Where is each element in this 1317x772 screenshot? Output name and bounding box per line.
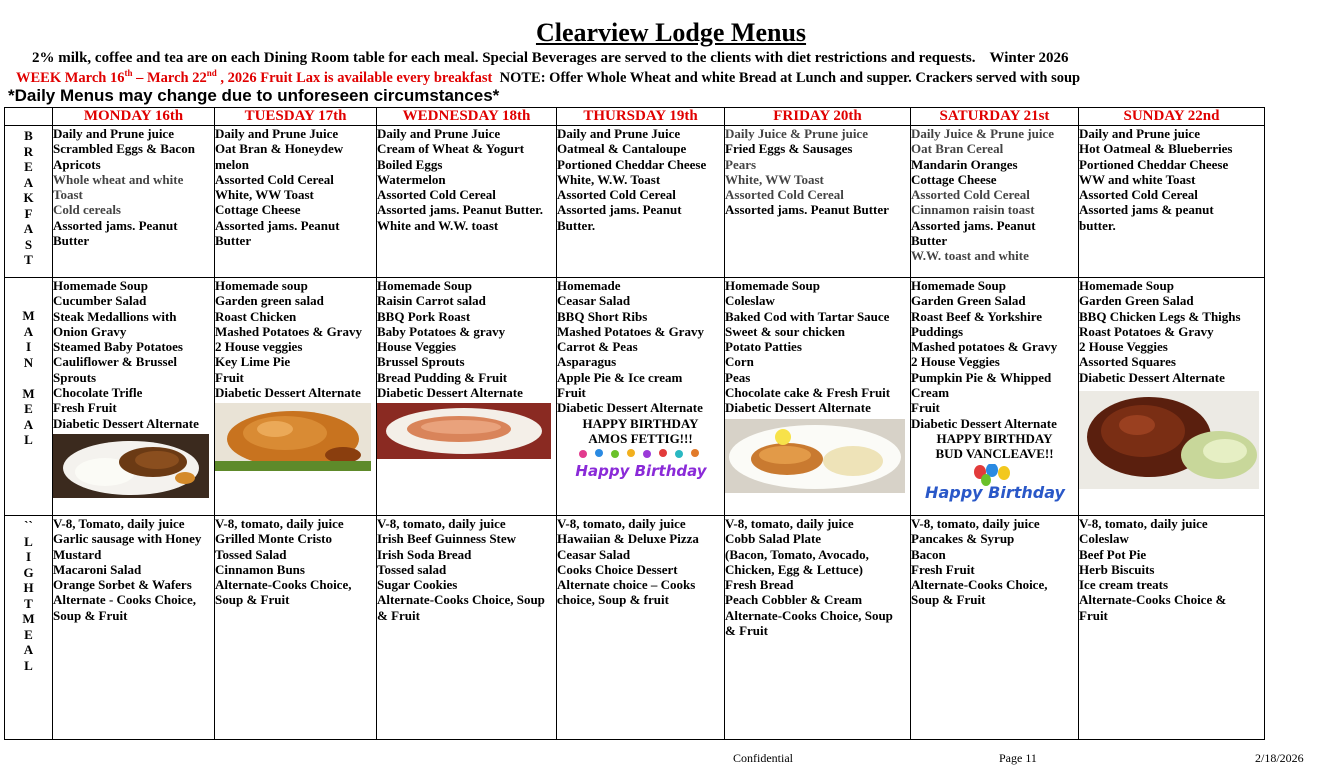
light-item: V-8, tomato, daily juice (725, 516, 854, 531)
row-label-letter: K (23, 190, 34, 205)
row-label-letter: M (22, 611, 35, 626)
breakfast-item: Butter. (557, 217, 596, 233)
breakfast-item: Scrambled Eggs & Bacon (53, 141, 195, 157)
breakfast-item: Boiled Eggs (377, 156, 443, 172)
breakfast-item: Cinnamon raisin toast (911, 202, 1035, 218)
main-item: House Veggies (377, 339, 457, 355)
main-item: Carrot & Peas (557, 339, 638, 355)
main-item: Raisin Carrot salad (377, 293, 486, 309)
main-item: Roast Potatoes & Gravy (1079, 323, 1214, 339)
main-item: Onion Gravy (53, 323, 127, 339)
light-item: V-8, tomato, daily juice (377, 516, 506, 531)
main-item: Ceasar Salad (557, 293, 631, 309)
light-item: Orange Sorbet & Wafers (53, 577, 192, 593)
breakfast-item: Assorted jams. Peanut Butter. (377, 202, 543, 218)
footer-date: 2/18/2026 (1255, 751, 1304, 765)
breakfast-wednesday (377, 126, 557, 278)
breakfast-item: Assorted Cold Cereal (911, 187, 1030, 203)
birthday-sat-line2: BUD VANCLEAVE!! (935, 446, 1054, 462)
main-item: Assorted Squares (1079, 354, 1176, 370)
roast-chicken-photo (215, 403, 376, 475)
light-item: Chicken, Egg & Lettuce) (725, 561, 863, 577)
row-label-letter: A (23, 416, 34, 432)
breakfast-item: Assorted jams. Peanut (53, 217, 178, 233)
breakfast-item: Apricots (53, 156, 101, 172)
row-label-letter: H (23, 580, 34, 595)
main-item: Homemade Soup (377, 278, 472, 293)
breakfast-item: Hot Oatmeal & Blueberries (1079, 141, 1233, 157)
main-item: Fruit (911, 400, 940, 416)
main-thursday (557, 278, 725, 516)
svg-text:Happy Birthday: Happy Birthday (924, 482, 1065, 502)
svg-text:Happy Birthday: Happy Birthday (574, 462, 707, 481)
main-item: Homemade Soup (911, 278, 1006, 293)
main-item: Garden green salad (215, 293, 324, 309)
day-friday: FRIDAY 20th (725, 108, 911, 126)
main-item: BBQ Pork Roast (377, 308, 471, 324)
day-monday: MONDAY 16th (53, 108, 215, 126)
breakfast-sunday (1079, 126, 1265, 278)
main-item: Homemade (557, 278, 621, 293)
light-friday (725, 516, 911, 740)
light-item: Ice cream treats (1079, 577, 1169, 593)
row-label-letter: I (25, 339, 32, 354)
light-item: Sugar Cookies (377, 577, 458, 593)
main-item: Diabetic Dessert Alternate (53, 415, 199, 431)
breakfast-item: White, WW Toast (725, 171, 824, 187)
main-item: Apple Pie & Ice cream (557, 369, 683, 385)
row-label-letter: T (24, 595, 33, 611)
beverage-text: 2% milk, coffee and tea are on each Dining Room table for each meal. Special Beverages are served to the clients with diet restrictions and requests. (32, 50, 976, 66)
breakfast-item: Assorted Cold Cereal (215, 171, 334, 187)
steak-dish-photo (53, 434, 214, 502)
row-label-letter: R (23, 143, 34, 159)
light-monday (53, 516, 215, 740)
day-wednesday: WEDNESDAY 18th (377, 108, 557, 126)
light-item: Alternate choice – Cooks (557, 577, 696, 593)
main-item: Diabetic Dessert Alternate (377, 385, 523, 401)
main-item: Sweet & sour chicken (725, 323, 846, 339)
light-item: V-8, tomato, daily juice (215, 516, 344, 531)
breakfast-item: W.W. toast and white (911, 248, 1029, 264)
row-label-letter: A (23, 642, 34, 657)
breakfast-thursday (557, 126, 725, 278)
breakfast-row (5, 126, 1265, 278)
main-item: Asparagus (557, 354, 617, 370)
light-item: Tossed salad (377, 561, 447, 577)
breakfast-item: Daily Juice & Prune juice (725, 126, 868, 141)
breakfast-item: Watermelon (377, 171, 446, 187)
main-item: Fruit (215, 369, 244, 385)
breakfast-item: Pears (725, 156, 757, 172)
breakfast-item: White and W.W. toast (377, 217, 499, 233)
light-item: Cobb Salad Plate (725, 531, 822, 547)
light-item: Alternate-Cooks Choice, (911, 577, 1048, 593)
light-item: Coleslaw (1079, 531, 1129, 547)
main-item: Cream (911, 385, 950, 401)
breakfast-saturday (911, 126, 1079, 278)
baked-cod-photo (725, 419, 910, 497)
row-label-letter: A (23, 221, 34, 236)
breakfast-item: Butter (911, 233, 948, 249)
breakfast-item: Assorted jams. Peanut (215, 217, 340, 233)
main-item: Bread Pudding & Fruit (377, 369, 508, 385)
breakfast-item: Cottage Cheese (911, 171, 997, 187)
main-item: Diabetic Dessert Alternate (911, 415, 1057, 431)
light-item: Grilled Monte Cristo (215, 531, 332, 547)
row-label-letter (5, 370, 52, 386)
light-item: Cooks Choice Dessert (557, 561, 678, 577)
main-item: Mashed Potatoes & Gravy (557, 323, 704, 339)
row-label-letter: E (24, 401, 33, 416)
main-item: Roast Beef & Yorkshire (911, 308, 1043, 324)
menu-table (4, 107, 1265, 740)
light-item: Hawaiian & Deluxe Pizza (557, 531, 699, 547)
row-label-letter: L (24, 657, 33, 673)
light-tuesday (215, 516, 377, 740)
beverage-note (32, 50, 1069, 67)
breakfast-item: Cold cereals (53, 202, 121, 218)
breakfast-item: melon (215, 156, 249, 172)
main-item: Homemade Soup (53, 278, 148, 293)
birthday-thu-line2: AMOS FETTIG!!! (588, 430, 693, 446)
season-label: Winter 2026 (989, 50, 1069, 66)
main-item: Cucumber Salad (53, 293, 147, 309)
breakfast-monday (53, 126, 215, 278)
main-tuesday (215, 278, 377, 516)
light-item: Irish Soda Bread (377, 546, 472, 562)
row-label-letter: T (24, 252, 33, 267)
main-item: Baby Potatoes & gravy (377, 323, 506, 339)
light-item: Bacon (911, 546, 946, 562)
breakfast-item: Daily and Prune Juice (557, 126, 681, 141)
breakfast-item: Cottage Cheese (215, 202, 301, 218)
breakfast-item: Butter (53, 233, 90, 249)
light-item: Fruit (1079, 607, 1108, 623)
main-item: Diabetic Dessert Alternate (1079, 369, 1225, 385)
row-label-letter: S (24, 236, 33, 252)
breakfast-item: Daily and Prune juice (53, 126, 174, 141)
light-item: choice, Soup & fruit (557, 592, 669, 608)
breakfast-item: Oat Bran Cereal (911, 141, 1004, 157)
main-item: 2 House veggies (215, 339, 303, 355)
breakfast-item: Assorted Cold Cereal (377, 187, 496, 203)
main-item: Puddings (911, 323, 964, 339)
main-item: Diabetic Dessert Alternate (215, 385, 361, 401)
main-item: Chocolate cake & Fresh Fruit (725, 385, 891, 401)
main-sunday (1079, 278, 1265, 516)
breakfast-item: White, W.W. Toast (557, 171, 661, 187)
breakfast-item: Oat Bran & Honeydew (215, 141, 344, 157)
main-item: Homemade soup (215, 278, 308, 293)
breakfast-item: Mandarin Oranges (911, 156, 1018, 172)
row-label-letter: M (22, 385, 35, 401)
main-item: Chocolate Trifle (53, 385, 143, 401)
breakfast-item: Oatmeal & Cantaloupe (557, 141, 687, 157)
birthday-sat-line1: HAPPY BIRTHDAY (936, 430, 1053, 446)
row-label-letter: E (24, 626, 33, 642)
light-thursday (557, 516, 725, 740)
breakfast-label (5, 126, 53, 278)
breakfast-item: Toast (53, 187, 83, 203)
breakfast-item: Cream of Wheat & Yogurt (377, 141, 525, 157)
main-item: Coleslaw (725, 293, 775, 309)
breakfast-item: Fried Eggs & Sausages (725, 141, 853, 157)
breakfast-item: Daily and Prune Juice (377, 126, 501, 141)
page-title: Clearview Lodge Menus (535, 18, 807, 47)
main-meal-row (5, 278, 1265, 516)
light-item: Garlic sausage with Honey (53, 531, 202, 547)
light-saturday (911, 516, 1079, 740)
row-label-letter: M (22, 308, 35, 323)
breakfast-item: Butter (215, 233, 252, 249)
breakfast-tuesday (215, 126, 377, 278)
day-header-row (5, 108, 1265, 126)
disclaimer: *Daily Menus may change due to unforeseen circumstances* (8, 86, 500, 105)
light-item: Pancakes & Syrup (911, 531, 1015, 547)
breakfast-item: Whole wheat and white (53, 171, 184, 187)
week-line (16, 68, 1080, 87)
main-item: Mashed potatoes & Gravy (911, 339, 1058, 355)
main-wednesday (377, 278, 557, 516)
light-item: Alternate - Cooks Choice, (53, 592, 196, 608)
row-label-letter: N (23, 354, 34, 370)
light-meal-label (5, 516, 53, 740)
day-thursday: THURSDAY 19th (557, 108, 725, 126)
main-meal-label (5, 278, 53, 516)
main-saturday (911, 278, 1079, 516)
light-meal-row (5, 516, 1265, 740)
breakfast-friday (725, 126, 911, 278)
main-item: Garden Green Salad (911, 293, 1026, 309)
light-item: Soup & Fruit (215, 592, 290, 608)
light-item: Ceasar Salad (557, 546, 631, 562)
light-item: Peach Cobbler & Cream (725, 592, 863, 608)
happy-birthday-banner (557, 448, 724, 484)
main-item: Key Lime Pie (215, 354, 291, 370)
main-item: Potato Patties (725, 339, 802, 355)
light-item: Alternate-Cooks Choice & (1079, 592, 1227, 608)
main-item: Fresh Fruit (53, 400, 117, 416)
light-item: V-8, tomato, daily juice (557, 516, 686, 531)
breakfast-item: Daily and Prune juice (1079, 126, 1200, 141)
row-label-letter: A (23, 323, 34, 339)
light-item: Mustard (53, 546, 102, 562)
breakfast-item: Assorted Cold Cereal (557, 187, 676, 203)
light-item: Soup & Fruit (53, 607, 128, 623)
breakfast-item: WW and white Toast (1079, 171, 1196, 187)
main-item: Diabetic Dessert Alternate (557, 400, 703, 416)
light-item: Alternate-Cooks Choice, (215, 577, 352, 593)
light-item: Cinnamon Buns (215, 561, 305, 577)
main-item: 2 House Veggies (911, 354, 1000, 370)
light-item: Alternate-Cooks Choice, Soup (377, 592, 545, 608)
row-label-letter: L (24, 533, 33, 549)
light-sunday (1079, 516, 1265, 740)
breakfast-item: Assorted jams & peanut (1079, 202, 1214, 218)
main-item: Mashed Potatoes & Gravy (215, 323, 362, 339)
bread-note: NOTE: Offer Whole Wheat and white Bread at Lunch and supper. Crackers served with soup (499, 69, 1081, 86)
day-sunday: SUNDAY 22nd (1079, 108, 1265, 126)
main-item: Brussel Sprouts (377, 354, 465, 370)
row-label-letter: F (24, 205, 33, 221)
light-item: Irish Beef Guinness Stew (377, 531, 517, 547)
light-item: Beef Pot Pie (1079, 546, 1147, 562)
birthday-thu-line1: HAPPY BIRTHDAY (582, 415, 699, 431)
main-item: Pumpkin Pie & Whipped (911, 369, 1052, 385)
main-item: Garden Green Salad (1079, 293, 1194, 309)
week-range: WEEK March 16th – March 22nd , 2026 Fruit Lax is available every breakfast (16, 68, 493, 86)
bbq-chicken-photo (1079, 391, 1264, 493)
row-label-letter: A (23, 174, 34, 190)
main-item: Baked Cod with Tartar Sauce (725, 308, 890, 324)
main-item: Diabetic Dessert Alternate (725, 400, 871, 416)
main-item: BBQ Short Ribs (557, 308, 648, 324)
main-item: BBQ Chicken Legs & Thighs (1079, 308, 1241, 324)
main-item: Homemade Soup (1079, 278, 1174, 293)
pork-roast-photo (377, 403, 556, 463)
light-item: Fresh Fruit (911, 561, 975, 577)
breakfast-item: butter. (1079, 217, 1116, 233)
main-item: Fruit (557, 385, 586, 401)
light-item: V-8, Tomato, daily juice (53, 516, 185, 531)
breakfast-item: Daily Juice & Prune juice (911, 126, 1054, 141)
main-item: Peas (725, 369, 751, 385)
main-item: Steak Medallions with (53, 308, 177, 324)
breakfast-item: Assorted jams. Peanut (557, 202, 682, 218)
footer-confidential: Confidential (733, 751, 793, 765)
main-item: Cauliflower & Brussel (53, 354, 177, 370)
main-item: Homemade Soup (725, 278, 820, 293)
day-tuesday: TUESDAY 17th (215, 108, 377, 126)
main-item: Corn (725, 354, 754, 370)
light-item: Herb Biscuits (1079, 561, 1155, 577)
light-item: V-8, tomato, daily juice (911, 516, 1040, 531)
main-monday (53, 278, 215, 516)
light-wednesday (377, 516, 557, 740)
breakfast-item: Daily and Prune Juice (215, 126, 339, 141)
breakfast-item: Assorted Cold Cereal (725, 187, 844, 203)
light-item: Macaroni Salad (53, 561, 142, 577)
light-item: Alternate-Cooks Choice, Soup (725, 607, 893, 623)
footer-page-number: Page 11 (999, 751, 1037, 765)
light-item: Tossed Salad (215, 546, 287, 562)
breakfast-item: White, WW Toast (215, 187, 314, 203)
row-label-letter: L (24, 432, 33, 447)
breakfast-item: Assorted jams. Peanut (911, 217, 1036, 233)
light-item: & Fruit (725, 623, 768, 639)
corner-cell (5, 108, 53, 126)
breakfast-item: Portioned Cheddar Cheese (1079, 156, 1229, 172)
row-label-letter: E (24, 159, 33, 174)
breakfast-item: Portioned Cheddar Cheese (557, 156, 707, 172)
happy-birthday-balloons (911, 464, 1078, 504)
light-item: (Bacon, Tomato, Avocado, (725, 546, 869, 562)
light-item: V-8, tomato, daily juice (1079, 516, 1208, 531)
breakfast-item: Assorted jams. Peanut Butter (725, 202, 889, 218)
row-label-letter: B (24, 128, 33, 143)
light-item: Soup & Fruit (911, 592, 986, 608)
main-item: Sprouts (53, 369, 97, 385)
main-friday (725, 278, 911, 516)
main-item: 2 House Veggies (1079, 339, 1168, 355)
main-item: Roast Chicken (215, 308, 297, 324)
light-item: Fresh Bread (725, 577, 794, 593)
row-label-letter: `` (24, 518, 33, 533)
row-label-letter: G (23, 564, 34, 580)
row-label-letter: I (25, 549, 32, 564)
breakfast-item: Assorted Cold Cereal (1079, 187, 1198, 203)
light-item: & Fruit (377, 607, 420, 623)
day-saturday: SATURDAY 21st (911, 108, 1079, 126)
main-item: Steamed Baby Potatoes (53, 339, 183, 355)
